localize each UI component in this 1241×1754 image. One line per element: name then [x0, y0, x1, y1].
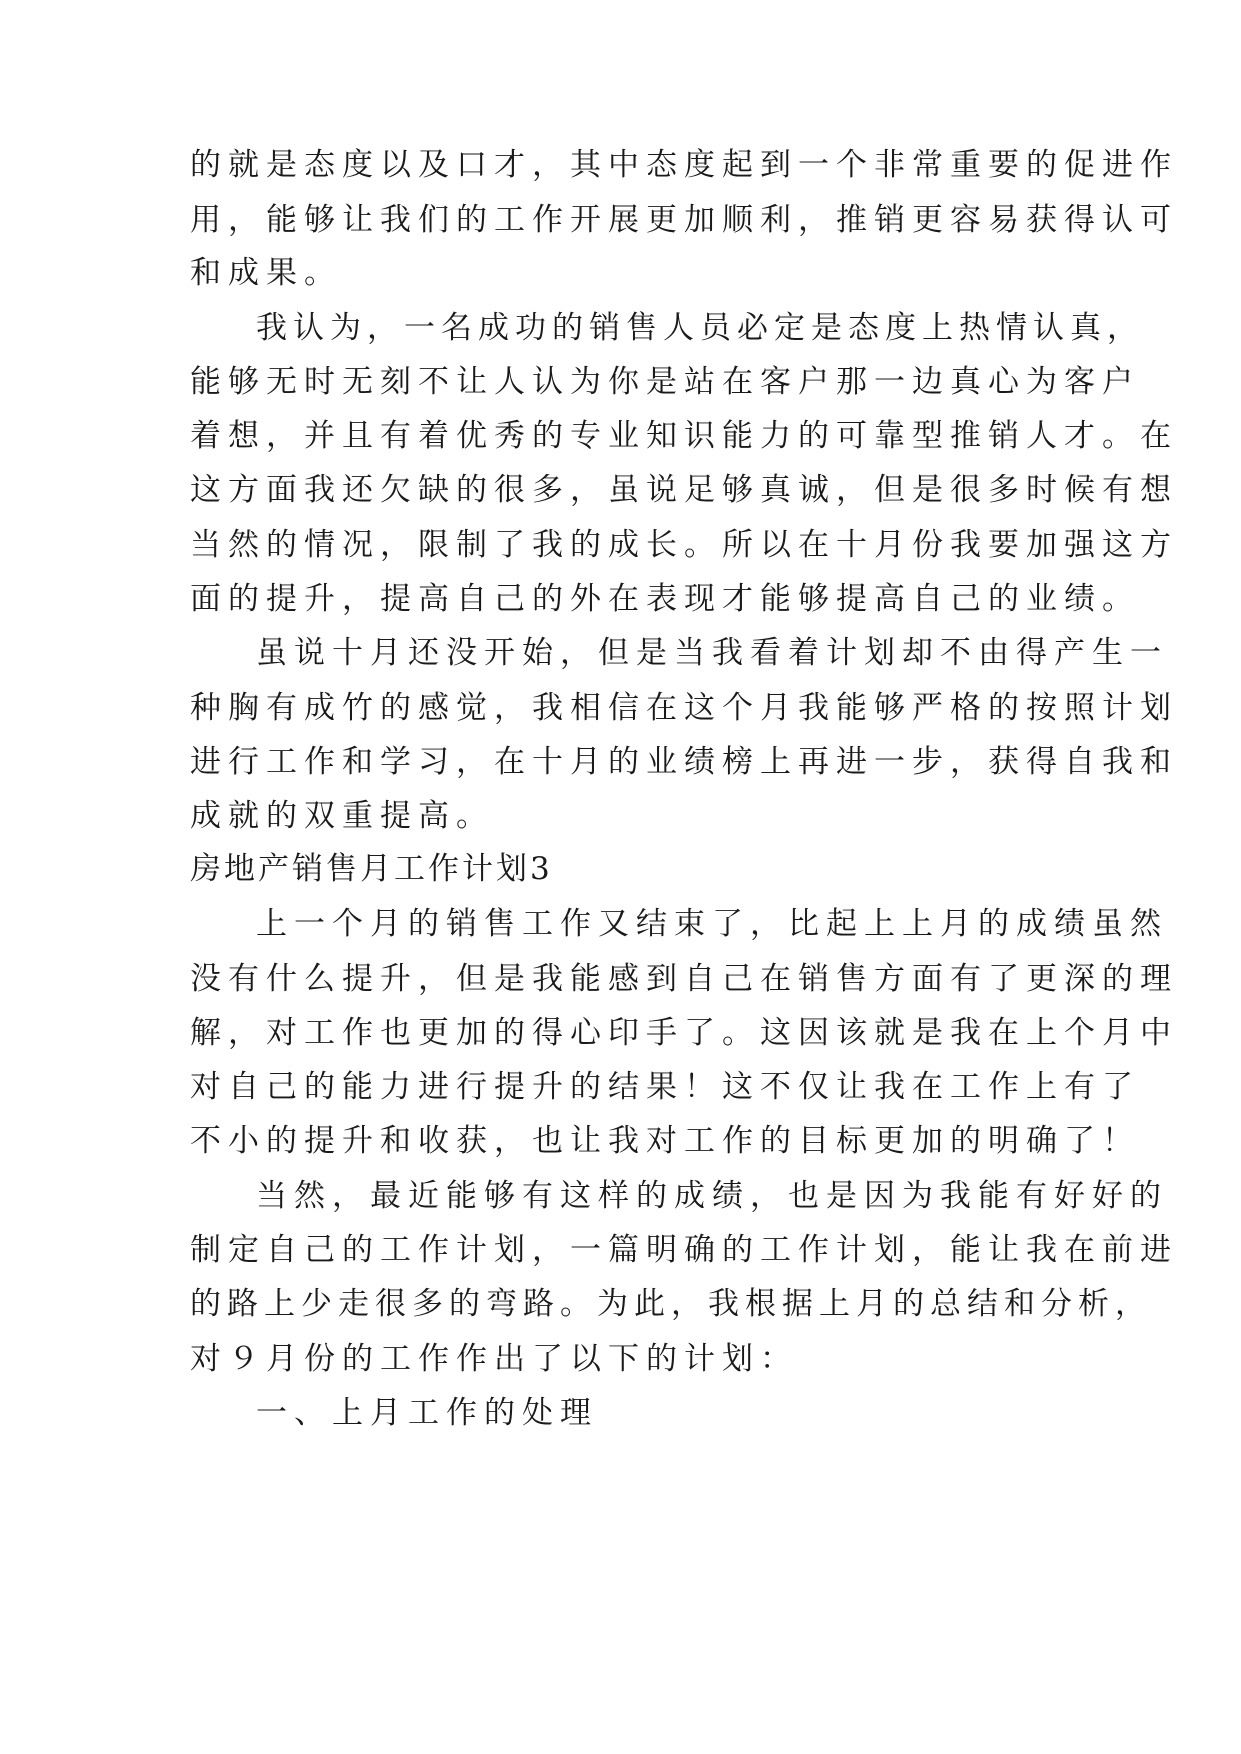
text-line: 没有什么提升，但是我能感到自己在销售方面有了更深的理 [190, 961, 1178, 997]
text-line: 的就是态度以及口才，其中态度起到一个非常重要的促进作 [190, 147, 1178, 183]
text-line: 着想，并且有着优秀的专业知识能力的可靠型推销人才。在 [190, 418, 1178, 454]
text-line: 虽说十月还没开始，但是当我看着计划却不由得产生一 [256, 635, 1168, 671]
text-line: 进行工作和学习，在十月的业绩榜上再进一步，获得自我和 [190, 744, 1178, 780]
text-line: 解，对工作也更加的得心印手了。这因该就是我在上个月中 [190, 1015, 1178, 1051]
text-line: 的路上少走很多的弯路。为此，我根据上月的总结和分析， [190, 1286, 1152, 1322]
text-line: 面的提升，提高自己的外在表现才能够提高自己的业绩。 [190, 581, 1140, 617]
text-line: 对自己的能力进行提升的结果！这不仅让我在工作上有了 [190, 1069, 1140, 1105]
text-line: 上一个月的销售工作又结束了，比起上上月的成绩虽然 [256, 906, 1168, 942]
text-line: 我认为，一名成功的销售人员必定是态度上热情认真， [256, 310, 1144, 346]
text-line: 这方面我还欠缺的很多，虽说足够真诚，但是很多时候有想 [190, 472, 1178, 508]
text-line: 成就的双重提高。 [190, 798, 494, 834]
text-line: 对９月份的工作作出了以下的计划： [190, 1341, 798, 1377]
section-title: 房地产销售月工作计划3 [190, 851, 553, 887]
text-line: 能够无时无刻不让人认为你是站在客户那一边真心为客户 [190, 364, 1140, 400]
text-line: 制定自己的工作计划，一篇明确的工作计划，能让我在前进 [190, 1232, 1178, 1268]
text-line: 当然，最近能够有这样的成绩，也是因为我能有好好的 [256, 1178, 1168, 1214]
subheading: 一、上月工作的处理 [256, 1395, 598, 1431]
text-line: 用，能够让我们的工作开展更加顺利，推销更容易获得认可 [190, 202, 1178, 238]
text-line: 不小的提升和收获，也让我对工作的目标更加的明确了！ [190, 1123, 1140, 1159]
text-line: 种胸有成竹的感觉，我相信在这个月我能够严格的按照计划 [190, 690, 1178, 726]
text-line: 和成果。 [190, 255, 342, 291]
text-line: 当然的情况，限制了我的成长。所以在十月份我要加强这方 [190, 527, 1178, 563]
